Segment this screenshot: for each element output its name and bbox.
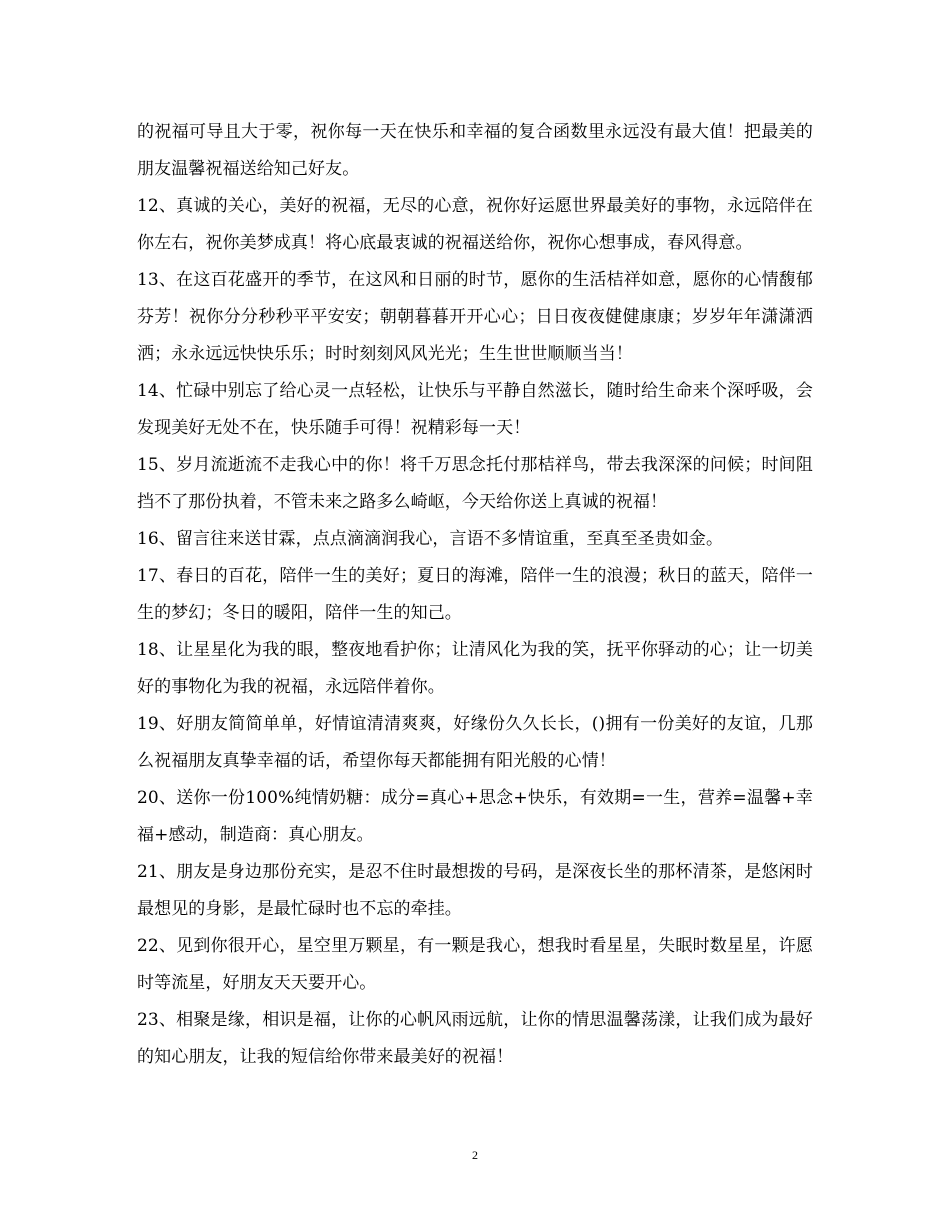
paragraph-20: 20、送你一份100%纯情奶糖：成分=真心+思念+快乐，有效期=一生，营养=温馨+幸福+感动，制造商：真心朋友。 [137, 788, 813, 845]
paragraph-21: 21、朋友是身边那份充实，是忍不住时最想拨的号码，是深夜长坐的那杯清茶，是悠闲时最想见的身影，是最忙碌时也不忘的牵挂。 [137, 862, 813, 919]
paragraph-15: 15、岁月流逝流不走我心中的你！将千万思念托付那桔祥鸟，带去我深深的问候；时间阻挡不了那份执着，不管未来之路多么崎岖，今天给你送上真诚的祝福！ [137, 455, 813, 512]
paragraph-18: 18、让星星化为我的眼，整夜地看护你；让清风化为我的笑，抚平你驿动的心；让一切美好的事物化为我的祝福，永远陪伴着你。 [137, 640, 813, 697]
page-number: 2 [472, 1148, 478, 1162]
paragraph-12: 12、真诚的关心，美好的祝福，无尽的心意，祝你好运愿世界最美好的事物，永远陪伴在你左右，祝你美梦成真！将心底最衷诚的祝福送给你，祝你心想事成，春风得意。 [137, 196, 813, 253]
paragraph-22: 22、见到你很开心，星空里万颗星，有一颗是我心，想我时看星星，失眠时数星星，许愿时等流星，好朋友天天要开心。 [137, 936, 813, 993]
paragraph-16: 16、留言往来送甘霖，点点滴滴润我心，言语不多情谊重，至真至圣贵如金。 [137, 529, 724, 549]
paragraph-19: 19、好朋友简简单单，好情谊清清爽爽，好缘份久久长长，()拥有一份美好的友谊，几那么祝福朋友真挚幸福的话，希望你每天都能拥有阳光般的心情！ [137, 714, 813, 771]
paragraph-continuation: 的祝福可导且大于零，祝你每一天在快乐和幸福的复合函数里永远没有最大值！把最美的朋友温馨祝福送给知己好友。 [137, 122, 813, 179]
paragraph-14: 14、忙碌中别忘了给心灵一点轻松，让快乐与平静自然滋长，随时给生命来个深呼吸，会发现美好无处不在，快乐随手可得！祝精彩每一天！ [137, 381, 813, 438]
paragraph-17: 17、春日的百花，陪伴一生的美好；夏日的海滩，陪伴一生的浪漫；秋日的蓝天，陪伴一生的梦幻；冬日的暖阳，陪伴一生的知己。 [137, 566, 813, 623]
document-body [137, 114, 813, 1076]
paragraph-13: 13、在这百花盛开的季节，在这风和日丽的时节，愿你的生活桔祥如意，愿你的心情馥郁芬芳！祝你分分秒秒平平安安；朝朝暮暮开开心心；日日夜夜健健康康；岁岁年年潇潇洒洒；永永远远快快乐乐；时时刻刻风风光光；生生世世顺顺当当！ [137, 270, 813, 364]
paragraph-23: 23、相聚是缘，相识是福，让你的心帆风雨远航，让你的情思温馨荡漾，让我们成为最好的知心朋友，让我的短信给你带来最美好的祝福！ [137, 1010, 813, 1067]
